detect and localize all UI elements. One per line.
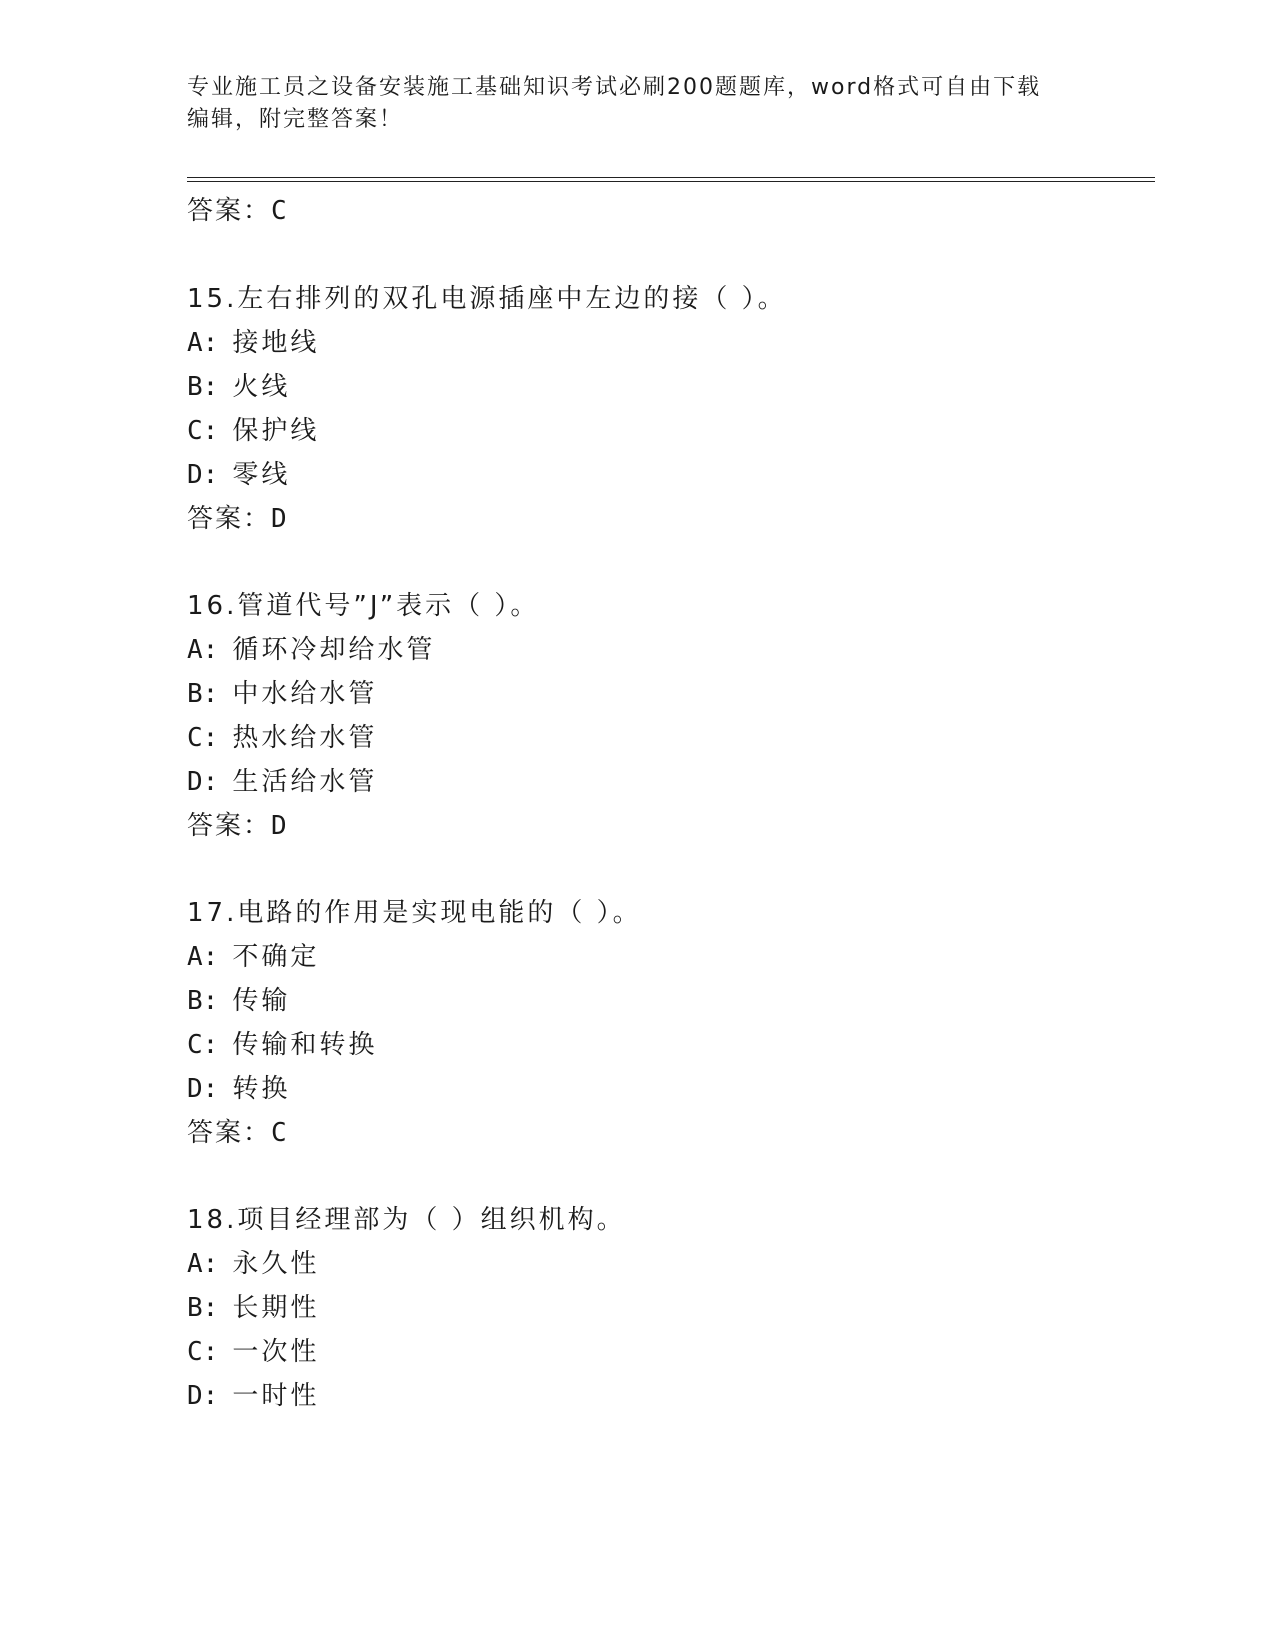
question-18 — [187, 1199, 626, 1236]
option-text: 永久性 — [232, 1249, 320, 1279]
option-key: A: — [187, 942, 219, 972]
option-key: C: — [187, 416, 219, 446]
option-key: A: — [187, 1249, 219, 1279]
question-number: 16. — [187, 591, 238, 621]
option-text: 零线 — [232, 460, 291, 490]
option-key: A: — [187, 635, 219, 665]
option-text: 传输 — [232, 986, 291, 1016]
question-text: 左右排列的双孔电源插座中左边的接（ ）。 — [237, 284, 787, 314]
question-text: 项目经理部为（ ）组织机构。 — [237, 1205, 626, 1235]
option-a — [187, 1243, 319, 1280]
option-b — [187, 366, 290, 403]
option-c — [187, 410, 319, 447]
answer-label: 答案： — [187, 1118, 272, 1148]
option-text: 一时性 — [232, 1381, 320, 1411]
header-divider-top — [187, 177, 1155, 178]
option-b — [187, 1287, 319, 1324]
question-15 — [187, 278, 787, 315]
option-c — [187, 1024, 377, 1061]
header-divider-bottom — [187, 181, 1155, 182]
option-text: 传输和转换 — [232, 1030, 378, 1060]
answer-value: C — [271, 196, 289, 226]
option-key: B: — [187, 679, 219, 709]
option-c — [187, 1331, 319, 1368]
option-key: D: — [187, 1381, 219, 1411]
option-b — [187, 673, 377, 710]
question-number: 15. — [187, 284, 238, 314]
option-d — [187, 1068, 290, 1105]
option-key: D: — [187, 1074, 219, 1104]
answer-17 — [187, 1112, 289, 1149]
option-text: 火线 — [232, 372, 291, 402]
option-text: 转换 — [232, 1074, 291, 1104]
question-number: 17. — [187, 898, 238, 928]
option-key: D: — [187, 460, 219, 490]
option-key: C: — [187, 723, 219, 753]
question-number: 18. — [187, 1205, 238, 1235]
option-key: B: — [187, 372, 219, 402]
option-key: B: — [187, 986, 219, 1016]
option-text: 热水给水管 — [232, 723, 378, 753]
question-text: 电路的作用是实现电能的（ ）。 — [237, 898, 642, 928]
option-text: 循环冷却给水管 — [232, 635, 436, 665]
option-c — [187, 717, 377, 754]
option-text: 一次性 — [232, 1337, 320, 1367]
document-header — [187, 72, 1087, 136]
option-d — [187, 761, 377, 798]
header-line-2: 编辑，附完整答案！ — [187, 107, 404, 132]
option-a — [187, 936, 319, 973]
answer-label: 答案： — [187, 811, 272, 841]
option-text: 长期性 — [232, 1293, 320, 1323]
answer-label: 答案： — [187, 504, 272, 534]
option-text: 生活给水管 — [232, 767, 378, 797]
answer-value: D — [271, 504, 289, 534]
answer-value: D — [271, 811, 289, 841]
option-key: C: — [187, 1337, 219, 1367]
option-text: 中水给水管 — [232, 679, 378, 709]
option-text: 保护线 — [232, 416, 320, 446]
option-a — [187, 629, 435, 666]
option-key: A: — [187, 328, 219, 358]
option-d — [187, 1375, 319, 1412]
answer-15 — [187, 498, 289, 535]
option-a — [187, 322, 319, 359]
option-key: B: — [187, 1293, 219, 1323]
option-key: C: — [187, 1030, 219, 1060]
header-line-1: 专业施工员之设备安装施工基础知识考试必刷200题题库，word格式可自由下载 — [187, 75, 1042, 100]
question-text: 管道代号”J”表示（ ）。 — [237, 591, 540, 621]
option-text: 接地线 — [232, 328, 320, 358]
answer-prev — [187, 190, 289, 227]
option-text: 不确定 — [232, 942, 320, 972]
answer-16 — [187, 805, 289, 842]
question-16 — [187, 585, 539, 622]
option-key: D: — [187, 767, 219, 797]
answer-label: 答案： — [187, 196, 272, 226]
question-17 — [187, 892, 642, 929]
option-d — [187, 454, 290, 491]
option-b — [187, 980, 290, 1017]
answer-value: C — [271, 1118, 289, 1148]
